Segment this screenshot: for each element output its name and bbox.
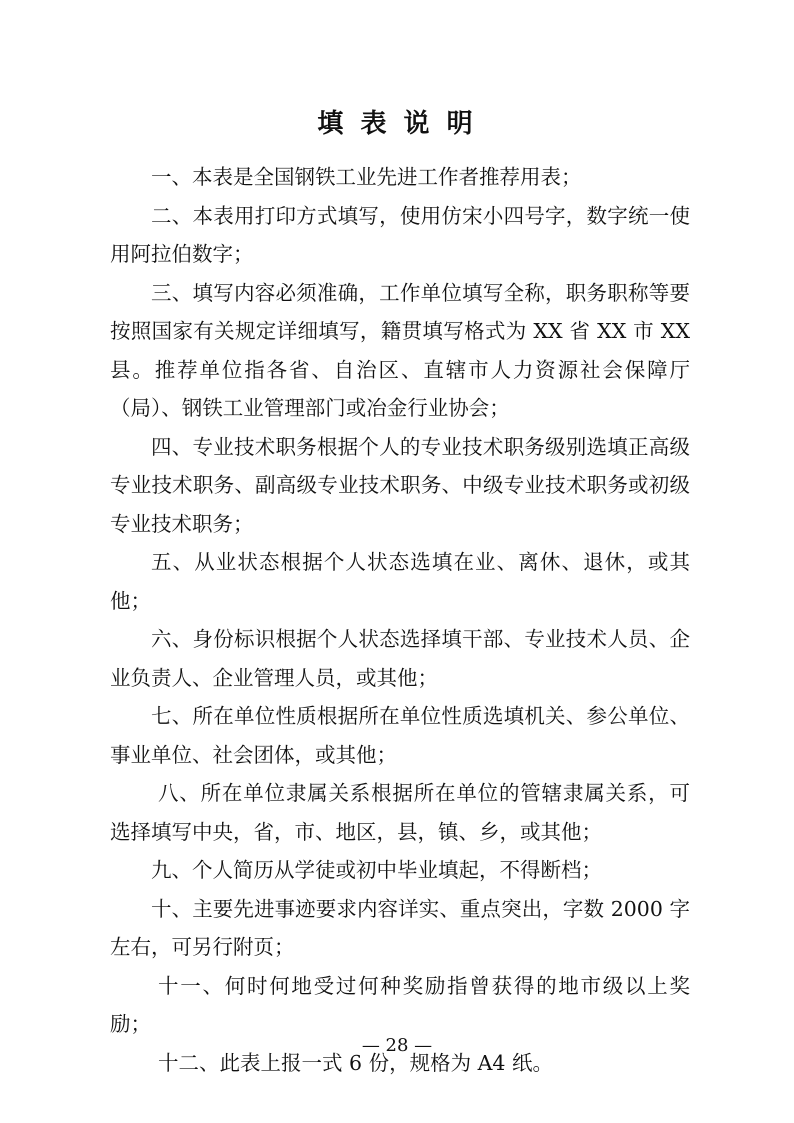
instruction-item-5: 五、从业状态根据个人状态选填在业、离休、退休，或其他；	[110, 550, 690, 613]
page-number: — 28 —	[361, 1035, 433, 1056]
instruction-item-4: 四、专业技术职务根据个人的专业技术职务级别选填正高级专业技术职务、副高级专业技术职务、中级专业技术职务或初级专业技术职务；	[110, 434, 690, 536]
instruction-item-11: 十一、何时何地受过何种奖励指曾获得的地市级以上奖励；	[110, 973, 690, 1036]
instruction-item-7: 七、所在单位性质根据所在单位性质选填机关、参公单位、事业单位、社会团体，或其他；	[110, 704, 690, 767]
instructions-body	[110, 158, 690, 1082]
instruction-item-6: 六、身份标识根据个人状态选择填干部、专业技术人员、企业负责人、企业管理人员，或其他；	[110, 627, 690, 690]
instruction-item-2: 二、本表用打印方式填写，使用仿宋小四号字，数字统一使用阿拉伯数字；	[110, 203, 690, 266]
instruction-item-12: 十二、此表上报一式 6 份，规格为 A4 纸。	[158, 1050, 553, 1075]
instruction-item-8: 八、所在单位隶属关系根据所在单位的管辖隶属关系，可选择填写中央，省，市、地区，县，镇、乡，或其他；	[110, 781, 690, 844]
page-title: 填 表 说 明	[317, 109, 477, 139]
instruction-item-3: 三、填写内容必须准确，工作单位填写全称，职务职称等要按照国家有关规定详细填写，籍贯填写格式为 XX 省 XX 市 XX 县。推荐单位指各省、自治区、直辖市人力资源社会保障厅（局）、钢铁工业管理部门或冶金行业协会；	[110, 280, 690, 420]
instruction-item-10: 十、主要先进事迹要求内容详实、重点突出，字数 2000 字左右，可另行附页；	[110, 896, 690, 959]
instruction-item-9: 九、个人简历从学徒或初中毕业填起，不得断档；	[151, 858, 602, 882]
instruction-item-1: 一、本表是全国钢铁工业先进工作者推荐用表；	[151, 165, 582, 189]
